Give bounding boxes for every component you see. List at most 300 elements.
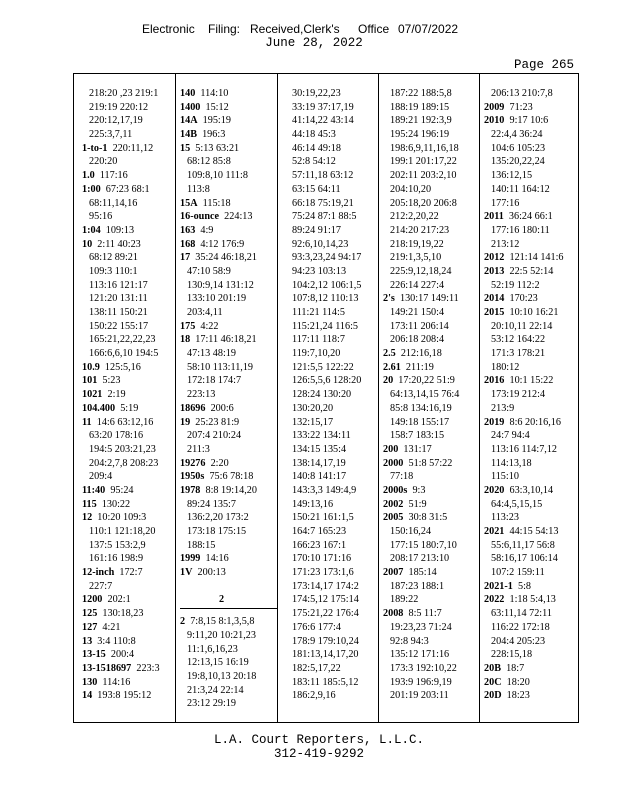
page-line-refs: 143:3,3 149:4,9: [292, 484, 357, 496]
page-footer: [0, 733, 618, 761]
index-entry-continuation: [484, 457, 580, 471]
index-entry-continuation: [383, 388, 479, 402]
index-entry-continuation: [285, 361, 378, 375]
index-entry: [383, 498, 479, 512]
page-line-refs: 188:19 189:15: [390, 101, 450, 113]
index-entry-continuation: [285, 114, 378, 128]
page-line-refs: 24:7 94:4: [491, 430, 530, 442]
page-line-refs: 2:11 40:23: [97, 238, 141, 250]
page-line-refs: 125:5,16: [104, 361, 141, 373]
index-term: 2013: [484, 265, 505, 277]
page-line-refs: 173:14,17 174:2: [292, 580, 359, 592]
index-term: 11: [82, 416, 92, 428]
index-entry-continuation: [285, 183, 378, 197]
index-entry: [180, 615, 277, 629]
index-entry-continuation: [285, 662, 378, 676]
index-entry-continuation: [383, 320, 479, 334]
page-line-refs: 214:20 217:23: [390, 224, 450, 236]
index-term: 15A: [180, 197, 198, 209]
index-term: 2: [180, 616, 186, 628]
page-line-refs: 166:6,6,10 194:5: [89, 348, 159, 360]
page-line-refs: 134:15 135:4: [292, 443, 347, 455]
index-term: 168: [180, 238, 196, 250]
index-entry-continuation: [180, 279, 277, 293]
page-line-refs: 188:15: [187, 539, 216, 551]
page-line-refs: 158:7 183:15: [390, 430, 445, 442]
index-term: 20: [383, 375, 394, 387]
index-entry: [82, 361, 175, 375]
index-entry-continuation: [484, 333, 580, 347]
index-entry-continuation: [180, 155, 277, 169]
page-line-refs: 166:23 167:1: [292, 539, 347, 551]
page-line-refs: 3:4 110:8: [97, 635, 136, 647]
index-entry-continuation: [484, 511, 580, 525]
index-entry: [484, 210, 580, 224]
index-entry: [484, 676, 580, 690]
index-entry-continuation: [484, 648, 580, 662]
index-entry-continuation: [383, 402, 479, 416]
page-line-refs: 228:15,18: [491, 649, 533, 661]
page-line-refs: 18:20: [506, 676, 530, 688]
page-line-refs: 126:5,5,6 128:20: [292, 375, 362, 387]
index-term: 1-to-1: [82, 142, 108, 154]
page-line-refs: 8:8 19:14,20: [205, 484, 257, 496]
page-line-refs: 218:19,19,22: [390, 238, 444, 250]
index-entry: [484, 662, 580, 676]
index-term: 2019: [484, 416, 505, 428]
page-line-refs: 5:23: [102, 375, 121, 387]
index-entry-continuation: [82, 320, 175, 334]
index-entry-continuation: [383, 429, 479, 443]
index-entry: [82, 621, 175, 635]
index-entry: [180, 142, 277, 156]
page-line-refs: 52:19 112:2: [491, 279, 540, 291]
index-term: 2005: [383, 512, 404, 524]
index-term: 140: [180, 88, 196, 99]
page-line-refs: 23:12 29:19: [187, 698, 236, 710]
page-number: Page 265: [513, 58, 574, 72]
index-entry: [82, 662, 175, 676]
page-line-refs: 206:13 210:7,8: [491, 88, 553, 99]
court-reporter-name: L.A. Court Reporters, L.L.C.: [213, 733, 425, 747]
index-entry-continuation: [285, 470, 378, 484]
index-entry-continuation: [285, 224, 378, 238]
page-line-refs: 11:1,6,16,23: [187, 643, 238, 655]
index-term: 2021: [484, 526, 505, 537]
index-entry: [383, 566, 479, 580]
page-line-refs: 114:10: [200, 88, 229, 99]
index-entry-continuation: [285, 525, 378, 539]
index-entry: [180, 238, 277, 252]
index-entry-continuation: [285, 402, 378, 416]
page-line-refs: 115:21,24 116:5: [292, 320, 359, 332]
index-entry-continuation: [285, 333, 378, 347]
index-entry-continuation: [285, 265, 378, 279]
page-line-refs: 44:18 45:3: [292, 129, 336, 141]
index-entry-continuation: [383, 224, 479, 238]
index-entry: [180, 114, 277, 128]
page-line-refs: 113:23: [491, 512, 519, 524]
index-entry-continuation: [180, 347, 277, 361]
index-entry-continuation: [285, 635, 378, 649]
index-entry-continuation: [285, 593, 378, 607]
index-entry-continuation: [82, 265, 175, 279]
index-entry-continuation: [180, 656, 277, 670]
index-entry: [82, 607, 175, 621]
index-entry-continuation: [180, 183, 277, 197]
page-line-refs: 116:22 172:18: [491, 621, 550, 633]
index-entry-continuation: [285, 648, 378, 662]
index-term: 2000: [383, 457, 404, 469]
index-entry: [180, 251, 277, 265]
page-line-refs: 22:4,4 36:24: [491, 129, 543, 141]
page-line-refs: 213:12: [491, 238, 520, 250]
page-line-refs: 66:18 75:19,21: [292, 197, 354, 209]
index-entry-continuation: [484, 552, 580, 566]
index-entry-continuation: [82, 429, 175, 443]
index-entry-continuation: [285, 511, 378, 525]
index-entry: [180, 333, 277, 347]
page-line-refs: 130:17 149:11: [399, 293, 459, 305]
index-term: 14B: [180, 129, 197, 141]
page-line-refs: 94:23 103:13: [292, 265, 347, 277]
index-entry-continuation: [180, 169, 277, 183]
page-line-refs: 5:13 63:21: [195, 142, 240, 154]
index-entry: [82, 511, 175, 525]
page-line-refs: 7:8,15 8:1,3,5,8: [190, 616, 255, 628]
page-line-refs: 135:12 171:16: [390, 649, 450, 661]
index-entry-continuation: [383, 306, 479, 320]
page-line-refs: 220:12,17,19: [89, 115, 143, 127]
page-line-refs: 4:22: [200, 320, 219, 332]
index-term: 130: [82, 676, 98, 688]
page-line-refs: 57:11,18 63:12: [292, 170, 354, 182]
index-entry-continuation: [285, 429, 378, 443]
index-term: 2007: [383, 567, 404, 579]
index-term: 2002: [383, 498, 404, 510]
index-entry-continuation: [383, 101, 479, 115]
page-line-refs: 4:12 176:9: [200, 238, 245, 250]
index-entry-continuation: [285, 347, 378, 361]
page-line-refs: 150:21 161:1,5: [292, 512, 354, 524]
page-line-refs: 207:4 210:24: [187, 430, 242, 442]
index-term: 101: [82, 375, 98, 387]
page-line-refs: 195:19: [202, 115, 231, 127]
index-entry-continuation: [82, 101, 175, 115]
index-entry-continuation: [383, 238, 479, 252]
page-line-refs: 150:16,24: [390, 526, 432, 537]
page-line-refs: 223:3: [136, 662, 160, 674]
index-entry: [82, 593, 175, 607]
page-line-refs: 187:23 188:1: [390, 580, 445, 592]
page-line-refs: 187:22 188:5,8: [390, 88, 452, 99]
page-line-refs: 204:2,7,8 208:23: [89, 457, 159, 469]
page-line-refs: 115:18: [202, 197, 231, 209]
index-entry: [383, 607, 479, 621]
index-entry-continuation: [285, 87, 378, 101]
index-entry-continuation: [82, 457, 175, 471]
page-line-refs: 121:20 131:11: [89, 293, 148, 305]
index-term: 20B: [484, 662, 501, 674]
index-entry-continuation: [484, 566, 580, 580]
page-line-refs: 149:13,16: [292, 498, 334, 510]
index-entry-continuation: [285, 566, 378, 580]
index-term: 1:00: [82, 183, 101, 195]
page-line-refs: 110:1 121:18,20: [89, 526, 156, 537]
page-line-refs: 25:23 81:9: [195, 416, 240, 428]
index-term: 1978: [180, 484, 201, 496]
index-entry: [180, 470, 277, 484]
index-term: 12-inch: [82, 567, 115, 579]
page-line-refs: 171:23 173:1,6: [292, 567, 354, 579]
page-line-refs: 202:1: [107, 594, 131, 606]
index-column-3: [277, 74, 378, 722]
index-term: 2009: [484, 101, 505, 113]
index-entry-continuation: [484, 347, 580, 361]
page-line-refs: 121:14 141:6: [509, 252, 564, 264]
index-entry-continuation: [484, 224, 580, 238]
filing-stamp-word: Received,Clerk's: [250, 22, 340, 36]
page-line-refs: 180:12: [491, 361, 520, 373]
page-line-refs: 204:4 205:23: [491, 635, 546, 647]
page-line-refs: 212:16,18: [400, 348, 442, 360]
page-line-refs: 85:8 134:16,19: [390, 402, 452, 414]
page-line-refs: 224:13: [224, 211, 253, 223]
index-entry-continuation: [383, 333, 479, 347]
index-term: 1:04: [82, 224, 101, 236]
index-entry: [82, 648, 175, 662]
page-line-refs: 114:16: [102, 676, 131, 688]
page-line-refs: 211:19: [405, 361, 434, 373]
index-entry-continuation: [484, 388, 580, 402]
index-entry-continuation: [180, 643, 277, 657]
page-line-refs: 225:9,12,18,24: [390, 265, 452, 277]
index-entry-continuation: [484, 429, 580, 443]
page-line-refs: 2:19: [107, 389, 126, 401]
index-entry-continuation: [180, 265, 277, 279]
index-term: 1200: [82, 594, 103, 606]
index-entry: [82, 142, 175, 156]
page-line-refs: 107:8,12 110:13: [292, 293, 359, 305]
filing-stamp-word: Office: [358, 22, 390, 36]
page-line-refs: 93:3,23,24 94:17: [292, 252, 362, 264]
page-line-refs: 209:4: [89, 471, 113, 483]
page-line-refs: 104:6 105:23: [491, 142, 546, 154]
page-line-refs: 47:10 58:9: [187, 265, 231, 277]
index-entry-continuation: [285, 484, 378, 498]
page-line-refs: 71:23: [509, 101, 533, 113]
index-entry-continuation: [285, 210, 378, 224]
index-entry-continuation: [383, 539, 479, 553]
index-entry: [383, 511, 479, 525]
page-line-refs: 182:5,17,22: [292, 662, 341, 674]
page-line-refs: 121:5,5 122:22: [292, 361, 354, 373]
page-line-refs: 226:14 227:4: [390, 279, 445, 291]
index-column-5: [479, 74, 580, 722]
index-entry-continuation: [82, 333, 175, 347]
index-entry-continuation: [180, 374, 277, 388]
page-line-refs: 117:11 118:7: [292, 334, 345, 346]
index-term: 2008: [383, 608, 404, 620]
page-line-refs: 176:6 177:4: [292, 621, 341, 633]
index-entry-continuation: [82, 525, 175, 539]
page-line-refs: 119:7,10,20: [292, 348, 341, 360]
page-line-refs: 130:18,23: [102, 608, 144, 620]
page-line-refs: 186:2,9,16: [292, 690, 336, 702]
index-term: 2011: [484, 211, 504, 223]
page-line-refs: 17:11 46:18,21: [195, 334, 257, 346]
page-line-refs: 138:14,17,19: [292, 457, 346, 469]
page-line-refs: 189:22: [390, 594, 419, 606]
index-entry-continuation: [383, 169, 479, 183]
index-entry-continuation: [285, 306, 378, 320]
page-line-refs: 20:10,11 22:14: [491, 320, 553, 332]
page-line-refs: 4:21: [102, 621, 121, 633]
page-line-refs: 178:9 179:10,24: [292, 635, 359, 647]
index-entry-continuation: [285, 416, 378, 430]
page-line-refs: 19:8,10,13 20:18: [187, 670, 257, 682]
index-entry: [484, 484, 580, 498]
index-entry-continuation: [285, 374, 378, 388]
index-entry-continuation: [484, 361, 580, 375]
index-entry-continuation: [484, 635, 580, 649]
index-entry: [484, 101, 580, 115]
index-entry: [180, 128, 277, 142]
index-term: 175: [180, 320, 196, 332]
page-line-refs: 75:6 78:18: [209, 471, 254, 483]
index-entry-continuation: [285, 197, 378, 211]
index-entry: [484, 580, 580, 594]
index-entry: [82, 374, 175, 388]
page-line-refs: 185:14: [408, 567, 437, 579]
page-line-refs: 130:9,14 131:12: [187, 279, 254, 291]
index-entry: [484, 416, 580, 430]
index-term: 17: [180, 252, 191, 264]
page-line-refs: 44:15 54:13: [509, 526, 559, 537]
page-line-refs: 21:3,24 22:14: [187, 684, 244, 696]
page-line-refs: 130:22: [101, 498, 131, 510]
page-line-refs: 199:1 201:17,22: [390, 156, 457, 168]
index-entry-continuation: [82, 128, 175, 142]
index-entry-continuation: [180, 388, 277, 402]
index-entry: [82, 676, 175, 690]
page-line-refs: 227:7: [89, 580, 113, 592]
index-entry-continuation: [180, 443, 277, 457]
index-entry: [180, 320, 277, 334]
index-term: 13-15: [82, 649, 106, 661]
index-column-2: [175, 74, 277, 722]
index-term: 2016: [484, 375, 505, 387]
index-entry-continuation: [484, 607, 580, 621]
page-line-refs: 19:23,23 71:24: [390, 621, 452, 633]
index-entry-continuation: [285, 689, 378, 703]
index-entry: [180, 87, 277, 101]
page-line-refs: 63:11,14 72:11: [491, 608, 552, 620]
page-line-refs: 173:18 175:15: [187, 526, 247, 537]
index-term: 19276: [180, 457, 206, 469]
index-entry: [82, 635, 175, 649]
index-entry-continuation: [484, 169, 580, 183]
index-entry-continuation: [285, 457, 378, 471]
page-line-refs: 183:11 185:5,12: [292, 676, 359, 688]
index-entry: [383, 292, 479, 306]
index-entry: [180, 101, 277, 115]
page-line-refs: 104:2,12 106:1,5: [292, 279, 362, 291]
index-entry: [484, 689, 580, 703]
page-line-refs: 172:18 174:7: [187, 375, 242, 387]
page-line-refs: 5:19: [120, 402, 139, 414]
page-line-refs: 8:6 20:16,16: [509, 416, 561, 428]
index-term: 20C: [484, 676, 502, 688]
index-entry-continuation: [82, 279, 175, 293]
transcript-date: June 28, 2022: [265, 36, 363, 50]
index-term: 2022: [484, 594, 505, 606]
index-entry-continuation: [285, 676, 378, 690]
page-line-refs: 198:6,9,11,16,18: [390, 142, 459, 154]
page-line-refs: 195:24 196:19: [390, 129, 450, 141]
index-entry-continuation: [285, 251, 378, 265]
index-term: 2000s: [383, 484, 408, 496]
page-line-refs: 113:8: [187, 183, 210, 195]
page-line-refs: 63:20 178:16: [89, 430, 144, 442]
page-line-refs: 133:10 201:19: [187, 293, 247, 305]
page-line-refs: 89:24 135:7: [187, 498, 236, 510]
index-entry-continuation: [180, 697, 277, 711]
page-line-refs: 196:3: [202, 129, 226, 141]
index-column-4: [378, 74, 479, 722]
page-line-refs: 58:16,17 106:14: [491, 553, 558, 565]
page-line-refs: 8:5 11:7: [408, 608, 442, 620]
page-line-refs: 63:3,10,14: [509, 484, 554, 496]
index-entry: [180, 457, 277, 471]
page-line-refs: 14:6 63:12,16: [96, 416, 154, 428]
index-entry-continuation: [383, 279, 479, 293]
index-entry-continuation: [285, 607, 378, 621]
page-line-refs: 77:18: [390, 471, 414, 483]
index-entry: [82, 484, 175, 498]
section-letter-heading: 2: [218, 594, 225, 606]
page-line-refs: 1:18 5:4,13: [509, 594, 556, 606]
index-entry-continuation: [285, 169, 378, 183]
index-entry-continuation: [383, 635, 479, 649]
page-line-refs: 170:23: [509, 293, 538, 305]
index-entry-continuation: [383, 251, 479, 265]
index-term: 2's: [383, 293, 395, 305]
index-entry-continuation: [82, 470, 175, 484]
index-entry-continuation: [383, 265, 479, 279]
index-entry-continuation: [285, 128, 378, 142]
index-entry-continuation: [484, 128, 580, 142]
page-line-refs: 12:13,15 16:19: [187, 657, 249, 669]
page-line-refs: 193:9 196:9,19: [390, 676, 452, 688]
page-line-refs: 173:11 206:14: [390, 320, 449, 332]
index-entry-continuation: [180, 498, 277, 512]
index-term: 1950s: [180, 471, 205, 483]
court-reporter-phone: 312-419-9292: [273, 747, 364, 761]
page-line-refs: 171:3 178:21: [491, 348, 546, 360]
page-line-refs: 17:20,22 51:9: [398, 375, 455, 387]
index-entry-continuation: [383, 580, 479, 594]
page-line-refs: 109:13: [105, 224, 135, 236]
index-entry-continuation: [383, 676, 479, 690]
index-entry-continuation: [484, 498, 580, 512]
page-line-refs: 9:17 10:6: [509, 115, 549, 127]
index-term: 1400: [180, 101, 201, 113]
page-line-refs: 18:7: [506, 662, 525, 674]
index-frame: [73, 73, 579, 723]
index-term: 1V: [180, 567, 193, 579]
page-line-refs: 130:20,20: [292, 402, 334, 414]
